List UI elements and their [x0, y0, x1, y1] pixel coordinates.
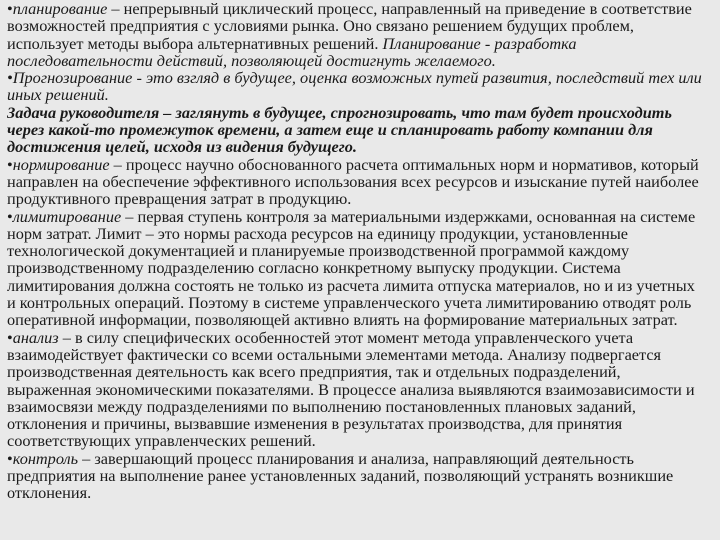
analysis-text: – в силу специфических особенностей этот момент метода управленческого учета взаимодействует фактически со всеми остальными элементами метода. Анализу подвергается производственная деятельность как всего предприятия, так и отдельных подразделений, выраженная экономическими показателями. В процессе анализа выявляются взаимозависимости и взаимосвязи между подразделениями по выполнению постановленных плановых заданий, отклонения и причины, вызвавшие изменения в результатах производства, для принятия соответствующих управленческих решений. [7, 327, 695, 451]
term-limiting: лимитирование [12, 206, 122, 226]
paragraph-limiting [7, 208, 707, 329]
term-control: контроль [12, 448, 79, 468]
paragraph-planning [7, 0, 707, 69]
planning-definition: Планирование - разработка последовательности действий, позволяющей достигнуть желаемого. [7, 33, 577, 70]
limiting-text: – первая ступень контроля за материальными издержками, основанная на системе норм затрат. Лимит – это нормы расхода ресурсов на единицу продукции, установленные технологической документацией и планируемые производственной программой каждому производственному подразделению согласно конкретному выпуску продукции. Система лимитирования должна состоять не только из расчета лимита отпуска материалов, но и из учетных и контрольных операций. Поэтому в системе управленческого учета лимитированию отводят роль оперативной информации, позволяющей активно влиять на формирование материальных затрат. [7, 206, 696, 330]
paragraph-manager-task: Задача руководителя – заглянуть в будущее, спрогнозировать, что там будет происходить через какой-то промежуток времени, а затем еще и спланировать работу компании для достижения целей, исходя из видения будущего. [7, 102, 672, 157]
paragraph-control [7, 450, 707, 502]
bullet: • [7, 154, 13, 174]
paragraph-analysis [7, 329, 707, 450]
norming-text: – процесс научно обоснованного расчета оптимальных норм и нормативов, который направлен на обеспечение эффективного использования всех ресурсов и изыскание путей наиболее продуктивного превращения затрат в продукцию. [7, 154, 699, 209]
term-analysis: анализ [12, 327, 59, 347]
control-text: – завершающий процесс планирования и анализа, направляющий деятельность предприятия на выполнение ранее установленных заданий, позволяющий устранять возникшие отклонения. [7, 448, 674, 503]
bullet: • [7, 68, 13, 88]
bullet: • [7, 0, 13, 18]
bullet: • [7, 327, 13, 347]
planning-text: – непрерывный циклический процесс, направленный на приведение в соответствие возможностей предприятия с условиями рынка. Оно связано решением будущих проблем, использует методы выбора альтернативных решений. [7, 0, 692, 53]
paragraph-norming [7, 156, 707, 208]
term-planning: планирование [12, 0, 108, 18]
paragraph-forecasting [7, 69, 707, 104]
slide-text [7, 0, 707, 540]
forecasting-text: Прогнозирование - это взгляд в будущее, оценка возможных путей развития, последствий тех или иных решений. [7, 68, 702, 105]
bullet: • [7, 206, 13, 226]
bullet: • [7, 448, 13, 468]
term-norming: нормирование [12, 154, 110, 174]
